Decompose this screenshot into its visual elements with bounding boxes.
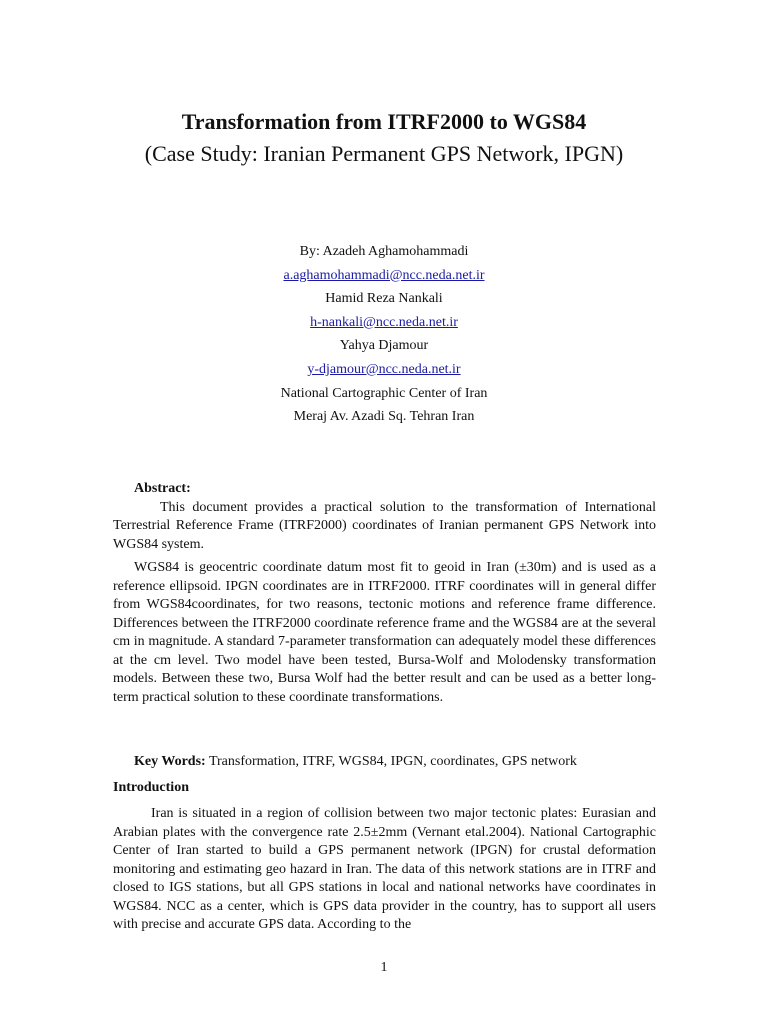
author2-name: Hamid Reza Nankali <box>325 291 443 307</box>
page-number: 1 <box>380 960 388 975</box>
address: Meraj Av. Azadi Sq. Tehran Iran <box>293 409 475 425</box>
author1-email-link[interactable]: a.aghamohammadi@ncc.neda.net.ir <box>283 267 485 283</box>
abstract-section <box>113 480 656 554</box>
keywords-label: Key Words: <box>134 754 206 769</box>
paper-subtitle: (Case Study: Iranian Permanent GPS Network, IPGN) <box>144 141 624 166</box>
keywords-text: Transformation, ITRF, WGS84, IPGN, coordinates, GPS network <box>205 754 577 769</box>
abstract-label: Abstract: <box>134 481 191 496</box>
author2-email-link[interactable]: h-nankali@ncc.neda.net.ir <box>310 314 458 330</box>
paper-title: Transformation from ITRF2000 to WGS84 <box>181 109 587 134</box>
keywords-line <box>113 753 656 772</box>
by-line: By: Azadeh Aghamohammadi <box>299 244 469 259</box>
author3-name: Yahya Djamour <box>339 338 429 354</box>
abstract-paragraph-2-block <box>113 559 656 707</box>
introduction-paragraph: Iran is situated in a region of collision between two major tectonic plates: Eurasian and Arabian plates with the convergence rate 2.5±2mm (Vernant etal.2004). National Cartographic Center of Iran started to build a GPS permanent network (IPGN) for crustal deformation monitoring and estimating geo hazard in Iran. The data of this network stations are in ITRF and closed to IGS stations, but all GPS stations in local and national networks have coordinates in WGS84. NCC as a center, which is GPS data provider in the country, has to support all users with precise and accurate GPS data. According to the <box>113 806 656 932</box>
introduction-section <box>113 805 656 935</box>
affiliation: National Cartographic Center of Iran <box>280 385 488 401</box>
introduction-heading: Introduction <box>113 780 189 795</box>
author3-email-link[interactable]: y-djamour@ncc.neda.net.ir <box>307 361 461 377</box>
abstract-paragraph-1: This document provides a practical solution to the transformation of International Terrestrial Reference Frame (ITRF2000) coordinates of Iranian permanent GPS Network into WGS84 system. <box>113 499 656 552</box>
author-block <box>0 240 768 429</box>
abstract-paragraph-2: WGS84 is geocentric coordinate datum most fit to geoid in Iran (±30m) and is used as a reference ellipsoid. IPGN coordinates are in ITRF2000. ITRF coordinates will in general differ from WGS84coordinates, for two reasons, tectonic motions and reference frame difference. Differences between the ITRF2000 coordinate reference frame and the WGS84 are at the several cm in magnitude. A standard 7-parameter transformation can adequately model these differences at the cm level. Two model have been tested, Bursa-Wolf and Molodensky transformation models. Between these two, Bursa Wolf had the better result and can be used as a better long-term practical solution to these coordinate transformations. <box>113 560 656 705</box>
